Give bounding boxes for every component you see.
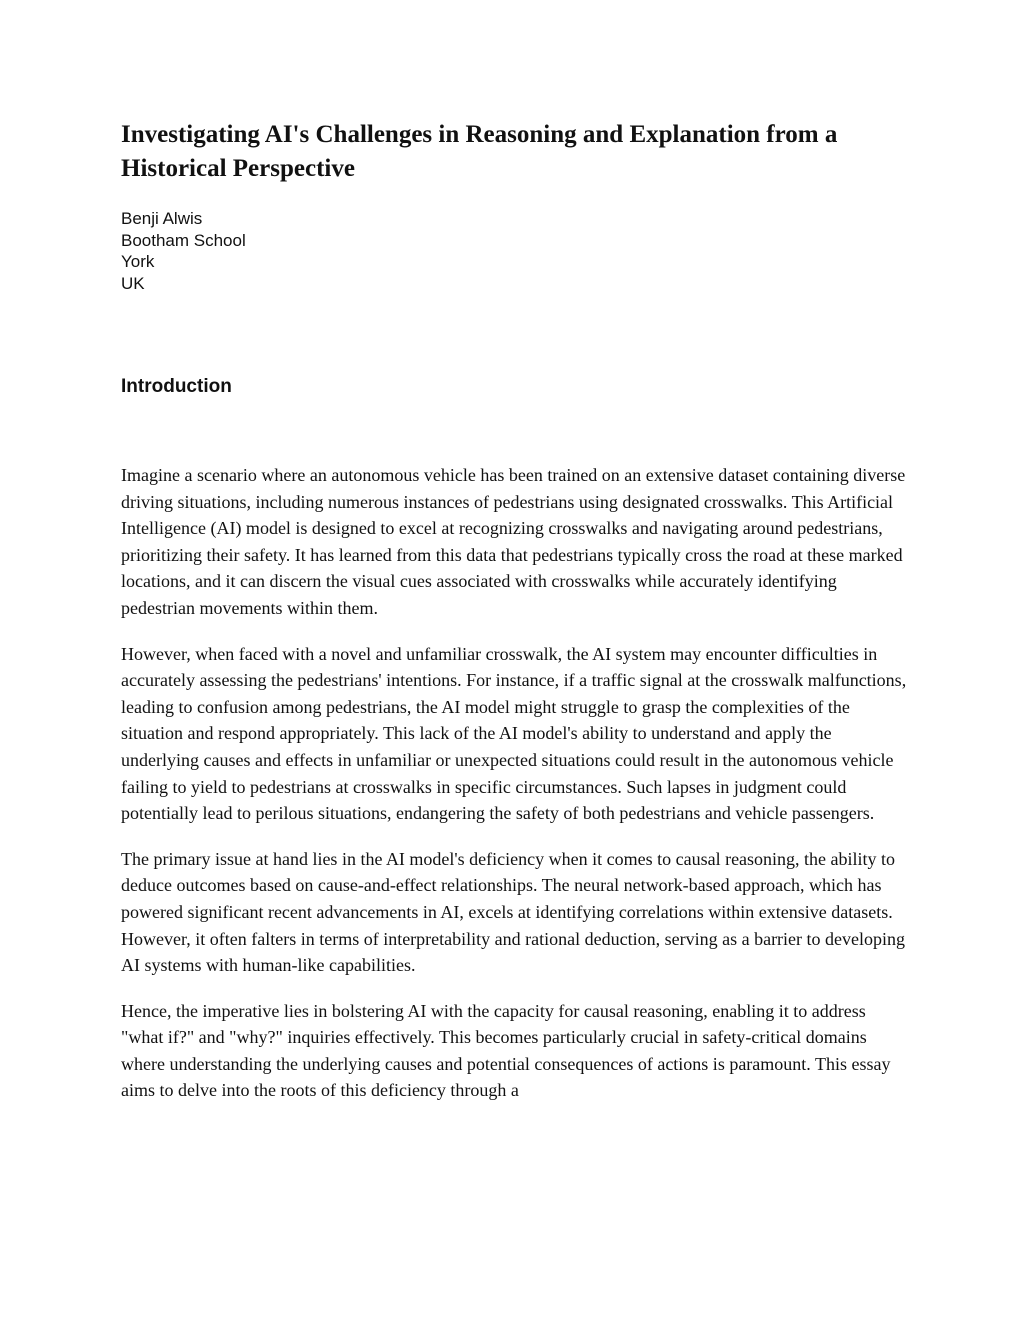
paragraph: The primary issue at hand lies in the AI model's deficiency when it comes to causal reasoning, the ability to deduce outcomes based on cause-and-effect relationships. The neural network-based approach, which has powered significant recent advancements in AI, excels at identifying correlations within extensive datasets. However, it often falters in terms of interpretability and rational deduction, serving as a barrier to developing AI systems with human-like capabilities. xyxy=(121,848,906,976)
author-city: York xyxy=(121,252,155,271)
author-block xyxy=(121,208,246,294)
paragraph: Imagine a scenario where an autonomous vehicle has been trained on an extensive dataset containing diverse driving situations, including numerous instances of pedestrians using designated crosswalks. This Artificial Intelligence (AI) model is designed to excel at recognizing crosswalks and navigating around pedestrians, prioritizing their safety. It has learned from this data that pedestrians typically cross the road at these marked locations, and it can discern the visual cues associated with crosswalks while accurately identifying pedestrian movements within them. xyxy=(121,465,906,618)
paragraph: Hence, the imperative lies in bolstering AI with the capacity for causal reasoning, enabling it to address "what if?" and "why?" inquiries effectively. This becomes particularly crucial in safety-critical domains where understanding the underlying causes and potential consequences of actions is paramount. This essay aims to delve into the roots of this deficiency through a xyxy=(121,1000,891,1101)
author-country: UK xyxy=(121,273,145,293)
paper-title: Investigating AI's Challenges in Reasoning and Explanation from a Historical Perspective xyxy=(121,121,838,182)
section-heading-introduction: Introduction xyxy=(121,376,232,397)
paragraph: However, when faced with a novel and unfamiliar crosswalk, the AI system may encounter difficulties in accurately assessing the pedestrians' intentions. For instance, if a traffic signal at the crosswalk malfunctions, leading to confusion among pedestrians, the AI model might struggle to grasp the complexities of the situation and respond appropriately. This lack of the AI model's ability to understand and apply the underlying causes and effects in unfamiliar or unexpected situations could result in the autonomous vehicle failing to yield to pedestrians at crosswalks in specific circumstances. Such lapses in judgment could potentially lead to perilous situations, endangering the safety of both pedestrians and vehicle passengers. xyxy=(121,643,907,824)
author-name: Benji Alwis xyxy=(121,209,203,228)
author-institution: Bootham School xyxy=(121,230,246,250)
section-body-introduction xyxy=(121,462,911,1123)
